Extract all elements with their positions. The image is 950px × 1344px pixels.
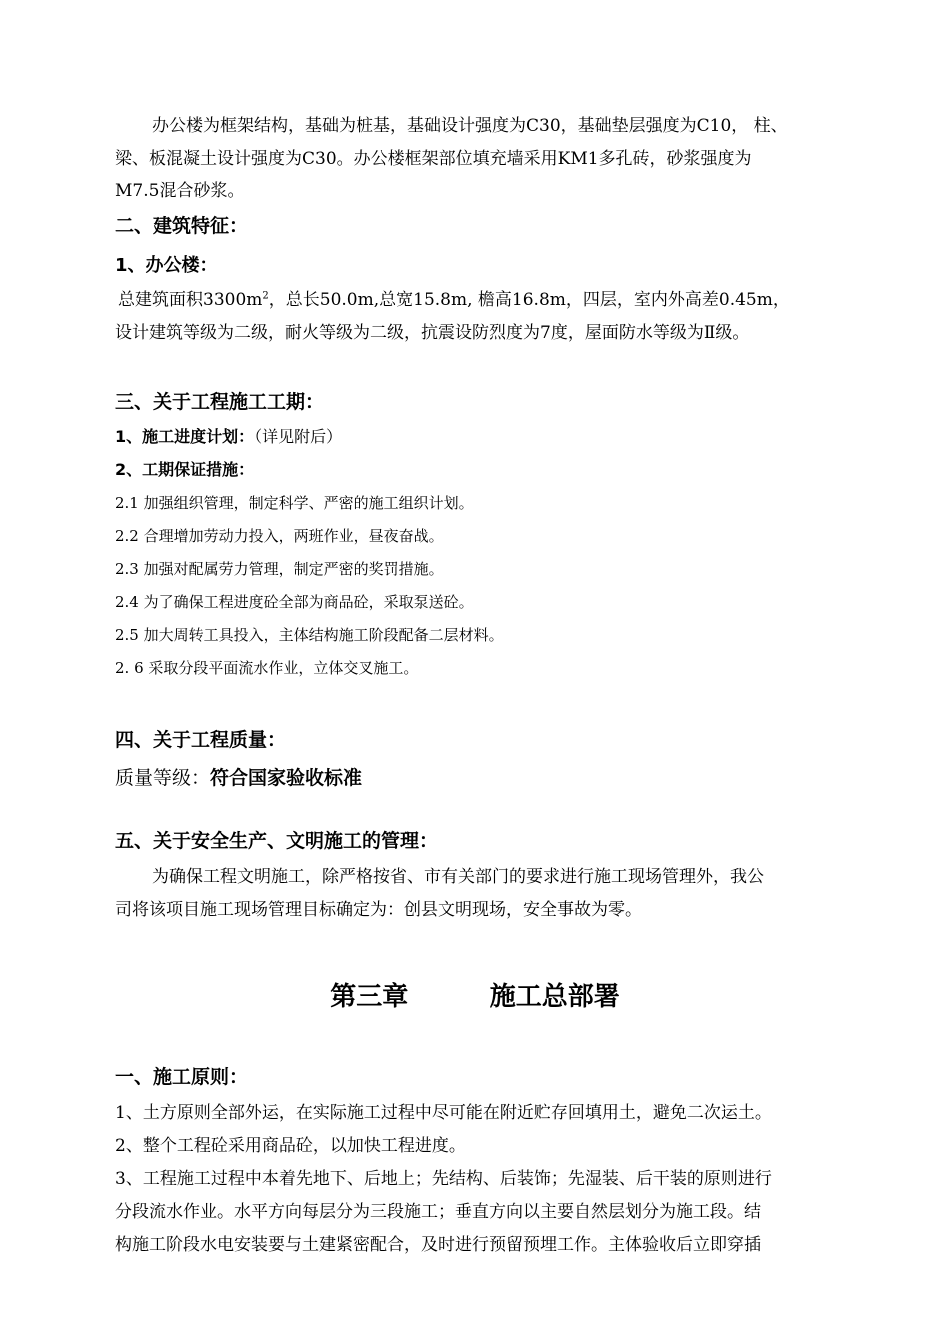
section-heading: 三、关于工程施工工期：	[115, 391, 325, 413]
chapter-number: 第三章	[330, 982, 409, 1012]
quality-label: 质量等级：	[115, 767, 211, 789]
sub-heading: 1、办公楼：	[115, 255, 218, 276]
paragraph-line	[118, 289, 790, 311]
principle-line: 3、工程施工过程中本着先地下、后地上；先结构、后装饰；先湿装、后干装的原则进行	[115, 1169, 772, 1189]
paragraph-line: M7.5混合砂浆。	[115, 181, 245, 201]
schedule-item-label: 1、施工进度计划：	[115, 427, 255, 446]
measure-item: 2.1 加强组织管理，制定科学、严密的施工组织计划。	[115, 494, 474, 512]
schedule-item	[115, 426, 342, 448]
measure-item: 2.5 加大周转工具投入，主体结构施工阶段配备二层材料。	[115, 626, 504, 644]
principle-line: 2、整个工程砼采用商品砼，以加快工程进度。	[115, 1136, 466, 1156]
section-heading: 二、建筑特征：	[115, 215, 249, 237]
chapter-title: 施工总部署	[489, 982, 620, 1012]
paragraph-line: 为确保工程文明施工，除严格按省、市有关部门的要求进行施工现场管理外，我公	[152, 867, 764, 887]
paragraph-line: 司将该项目施工现场管理目标确定为：创县文明现场，安全事故为零。	[115, 900, 642, 920]
measure-item: 2.2 合理增加劳动力投入，两班作业，昼夜奋战。	[115, 527, 444, 545]
measure-item: 2.3 加强对配属劳力管理，制定严密的奖罚措施。	[115, 560, 444, 578]
paragraph-line: 设计建筑等级为二级，耐火等级为二级，抗震设防烈度为7度，屋面防水等级为Ⅱ级。	[115, 323, 750, 343]
chapter-heading	[0, 980, 950, 1014]
principle-line: 分段流水作业。水平方向每层分为三段施工；垂直方向以主要自然层划分为施工段。结	[115, 1202, 761, 1222]
section-heading: 一、施工原则：	[115, 1066, 249, 1088]
quality-line	[115, 767, 362, 789]
paragraph-line: 办公楼为框架结构，基础为桩基，基础设计强度为C30，基础垫层强度为C10， 柱、	[152, 116, 788, 136]
measure-item: 2.4 为了确保工程进度砼全部为商品砼，采取泵送砼。	[115, 593, 474, 611]
area-text: 总建筑面积3300m	[118, 290, 263, 310]
dimensions-text: ，总长50.0m,总宽15.8m, 檐高16.8m，四层，室内外高差0.45m，	[268, 290, 790, 310]
section-heading: 五、关于安全生产、文明施工的管理：	[115, 830, 439, 852]
paragraph-line: 梁、板混凝土设计强度为C30。办公楼框架部位填充墙采用KM1多孔砖，砂浆强度为	[115, 149, 752, 169]
measure-item: 2. 6 采取分段平面流水作业，立体交叉施工。	[115, 659, 419, 677]
principle-line: 1、土方原则全部外运，在实际施工过程中尽可能在附近贮存回填用土，避免二次运土。	[115, 1103, 772, 1123]
principle-line: 构施工阶段水电安装要与土建紧密配合，及时进行预留预埋工作。主体验收后立即穿插	[115, 1235, 761, 1255]
superscript: 2	[262, 290, 269, 302]
guarantee-heading: 2、工期保证措施：	[115, 460, 255, 479]
section-heading: 四、关于工程质量：	[115, 729, 287, 751]
quality-value: 符合国家验收标准	[210, 767, 363, 789]
schedule-item-note: （详见附后）	[254, 427, 343, 446]
